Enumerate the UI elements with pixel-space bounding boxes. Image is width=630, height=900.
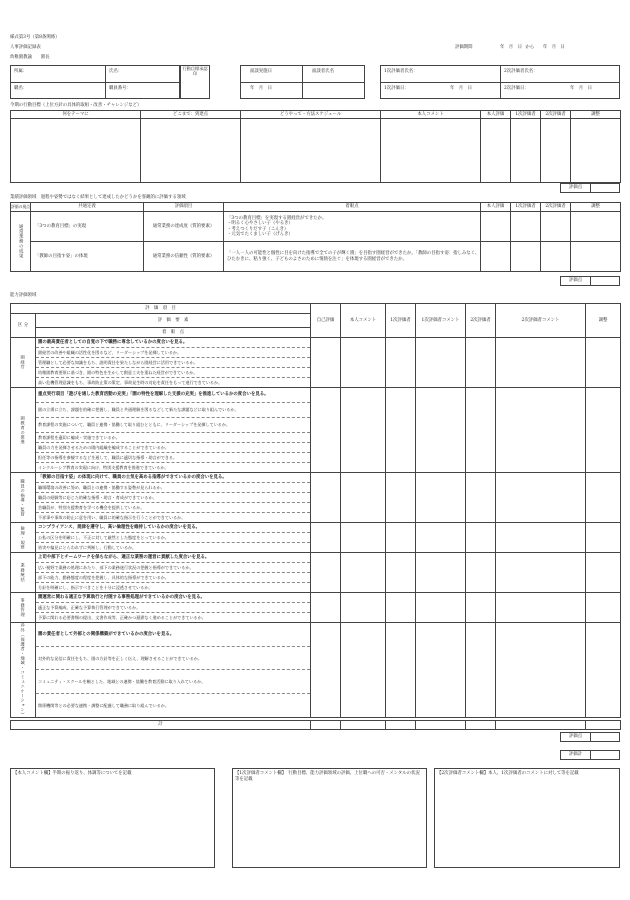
ability-item: 職場環境の改善に努め、職員との連携・協働する姿勢が見られるか。 <box>36 483 311 493</box>
ability-col-eval2-comment: 2次評価者コメント <box>496 304 586 338</box>
ability-input-cell[interactable] <box>466 388 496 473</box>
goals-self-cell[interactable] <box>481 119 511 183</box>
document-title: 人事評価記録表 <box>10 45 41 50</box>
ability-input-cell[interactable] <box>586 523 621 553</box>
ability-input-cell[interactable] <box>311 338 341 388</box>
goals-target-cell[interactable] <box>141 119 241 183</box>
period-label: 評価期間 <box>455 45 473 50</box>
ability-item: コンプライアンス、規律を遵守し、高い倫理性を維持しているかの度合いを見る。 <box>36 523 311 533</box>
perf-col-point: 着眼点 <box>224 203 481 212</box>
ability-col-eval1-comment: 1次評価者コメント <box>416 304 466 338</box>
ability-col-eval1: 1次評価者 <box>386 304 416 338</box>
self-comment-box[interactable] <box>10 768 215 868</box>
ability-input-cell[interactable] <box>496 593 586 623</box>
ability-total-eval1[interactable] <box>386 721 416 730</box>
ability-item: 幼稚園教育要領に基づき、園の特色を生かして創意工夫を重ねた経営ができているか。 <box>36 368 311 378</box>
ability-input-cell[interactable] <box>496 523 586 553</box>
perf-row1-def: 「3つの教育目標」の実現 <box>31 212 144 242</box>
ability-section-label: 園経営 <box>20 355 26 370</box>
ability-input-cell[interactable] <box>496 338 586 388</box>
perf-col-self: 本人評価 <box>481 203 511 212</box>
ability-input-cell[interactable] <box>466 623 496 718</box>
ability-input-cell[interactable] <box>586 338 621 388</box>
eval2-date-label: 2次評価日： <box>504 86 529 91</box>
ability-input-cell[interactable] <box>586 388 621 473</box>
goals-table <box>10 110 621 183</box>
interview-date-label: 面談実施日 <box>250 69 272 74</box>
perf-row2-eval2[interactable] <box>541 242 571 272</box>
interview-date-field[interactable]: 年 月 日 <box>250 86 272 91</box>
eval1-comment-box[interactable] <box>232 768 427 868</box>
ability-input-cell[interactable] <box>386 553 416 593</box>
ability-item: 園の立場に立ち、課題を的確に把握し、職員と共通理解を図るなどして新たな課題などに取り組んでいるか。 <box>36 403 311 418</box>
goals-score-value[interactable] <box>591 184 620 193</box>
perf-row1-adjust[interactable] <box>571 212 621 242</box>
eval2-date-field[interactable]: 年 月 日 <box>570 86 592 91</box>
ability-input-cell[interactable] <box>311 473 341 523</box>
ability-col-self: 自己評価 <box>311 304 341 338</box>
perf-col-eval1: 1次評価者 <box>511 203 541 212</box>
total-score-label: 評価計 <box>561 751 591 760</box>
perf-row2-self[interactable] <box>481 242 511 272</box>
ability-input-cell[interactable] <box>416 593 466 623</box>
ability-input-cell[interactable] <box>341 553 386 593</box>
perf-col-adjust: 調整 <box>571 203 621 212</box>
perf-row2-def: 「教師の目指す姿」の体現 <box>31 242 144 272</box>
document-subtitle: 幼稚園教諭 園長 <box>10 55 50 60</box>
ability-input-cell[interactable] <box>416 473 466 523</box>
staff-no-field[interactable]: 職員番号： <box>109 86 131 91</box>
ability-item: 職員の力を発揮させるための園内組織を編成することができているか。 <box>36 443 311 453</box>
perf-col-eval2: 2次評価者 <box>541 203 571 212</box>
ability-item: 部下の能力、勤務態度の程度を把握し、具体的な指導ができているか。 <box>36 573 311 583</box>
ability-input-cell[interactable] <box>386 593 416 623</box>
goals-col-adjust: 調整 <box>571 111 621 119</box>
ability-col-comment: 本人コメント <box>341 304 386 338</box>
ability-total-label: 計 <box>11 721 311 730</box>
eval1-name-field[interactable]: 1次評価者氏名： <box>384 69 418 74</box>
ability-item: 園経営の改善や組織の活性化を図るなど、リーダーシップを発揮しているか。 <box>36 348 311 358</box>
ability-item: 高い危機管理意識をもち、事故防止策の策定、事故発生時の対応を責任をもって遂行できているか。 <box>36 378 311 388</box>
ability-input-cell[interactable] <box>416 623 466 718</box>
ability-input-cell[interactable] <box>466 553 496 593</box>
ability-input-cell[interactable] <box>341 338 386 388</box>
ability-item: 教育課程を適切に編成・実施できているか。 <box>36 433 311 443</box>
perf-row2-adjust[interactable] <box>571 242 621 272</box>
goals-comment-cell[interactable] <box>381 119 481 183</box>
ability-section-label: 職員の指導・監督 <box>20 478 26 517</box>
interviewer-label: 面談者氏名 <box>312 69 334 74</box>
total-score-box <box>560 750 620 760</box>
ability-heading: 能力評価領域 <box>10 293 37 298</box>
goals-heading: 今期の行動目標（上位方針の具体的取組・改善・チャレンジなど） <box>10 103 142 108</box>
ability-hdr-req: 評 価 要 素 <box>36 314 311 328</box>
ability-total-eval2[interactable] <box>466 721 496 730</box>
self-comment-label: 【本人コメント欄】半期の振り返り、体調等についてを記載 <box>13 771 132 776</box>
perf-row2-eval1[interactable] <box>511 242 541 272</box>
ability-item: 対外的な発信に責任をもち、園の方針等を正しく伝え、理解させることができているか。 <box>36 646 311 670</box>
goals-adjust-cell[interactable] <box>571 119 621 183</box>
goals-score-label: 評価点 <box>561 184 591 193</box>
ability-input-cell[interactable] <box>311 593 341 623</box>
ability-item: 園運営に関わる適正な予算執行と付随する事務処理ができているかの度合いを見る。 <box>36 593 311 603</box>
ability-item: 適正な予算編成、正確な予算執行管理ができているか。 <box>36 603 311 613</box>
ability-section-label: 倫理・規律 <box>20 525 26 550</box>
perf-row2-point: 「一人一人の可能性と個性に目を向けた指導で全ての子が輝く園」を目指す園経営ができたか。「教師の目指す姿：指しみなく、ひたむきに、粘り強く、子どものよさのために情熱を注ぐ」を体現する園経営ができたか。 <box>224 242 481 272</box>
ability-hdr-point: 着 眼 点 <box>36 328 311 338</box>
eval2-comment-box[interactable] <box>434 768 620 868</box>
ability-item: 皆実や偏見にとらわれずに判断し、行動しているか。 <box>36 543 311 553</box>
ability-item: 管理職として必要な知識をもち、説明責任を果たしながら園経営に活用できているか。 <box>36 358 311 368</box>
ability-input-cell[interactable] <box>386 523 416 553</box>
ability-input-cell[interactable] <box>416 553 466 593</box>
eval1-comment-label: 【1次評価者コメント欄】 行動目標、能力評価領域の評価、上位職への可否・メンタルの状況等を記載 <box>235 771 420 782</box>
ability-item: 公私の区分を明確にし、不正に対して厳然とした態度をとっているか。 <box>36 533 311 543</box>
ability-section-label: 渉外（保護者・地域・コミュニケーション） <box>20 623 26 717</box>
ability-item: コミュニティ・スクールを軸とした、地域との連携・協働を教育活動に取り入れているか。 <box>36 670 311 694</box>
ability-input-cell[interactable] <box>386 388 416 473</box>
ability-item: 方針を明確にし、指示すべきことを十分に浸透させているか。 <box>36 583 311 593</box>
total-score-value[interactable] <box>591 751 620 760</box>
ability-item: 会職員が、特別支援教育を学べる機会を提供しているか。 <box>36 503 311 513</box>
ability-item: 関係機関等との必要な連携・調整に配慮して職務に取り組んでいるか。 <box>36 694 311 718</box>
ability-body <box>10 337 620 718</box>
ability-input-cell[interactable] <box>466 473 496 523</box>
ability-input-cell[interactable] <box>341 593 386 623</box>
ability-item: 「教師の目指す姿」の体現に向けて、職員の士気を高める指導ができているかの度合いを見る。 <box>36 473 311 483</box>
ability-input-cell[interactable] <box>416 388 466 473</box>
ability-item: 園の最高責任者としての自覚の下で職務に専念しているかの度合いを見る。 <box>36 338 311 348</box>
ability-input-cell[interactable] <box>311 623 341 718</box>
perf-col-item: 評価項目 <box>144 203 224 212</box>
goals-eval1-cell[interactable] <box>511 119 541 183</box>
ability-item: 予算に関わる必要書類の提出、文書作成等、正確かつ遅滞なく進めることができているか。 <box>36 613 311 623</box>
ability-input-cell[interactable] <box>496 473 586 523</box>
ability-input-cell[interactable] <box>586 473 621 523</box>
performance-table <box>10 202 621 272</box>
ability-input-cell[interactable] <box>386 473 416 523</box>
goals-theme-cell[interactable] <box>11 119 141 183</box>
ability-score-value[interactable] <box>591 733 620 742</box>
ability-item: 園の責任者として外部との関係構築ができているかの度合いを見る。 <box>36 623 311 647</box>
goals-col-eval1: 1次評価者 <box>511 111 541 119</box>
ability-input-cell[interactable] <box>386 623 416 718</box>
ability-input-cell[interactable] <box>311 388 341 473</box>
ability-input-cell[interactable] <box>466 523 496 553</box>
ability-input-cell[interactable] <box>386 338 416 388</box>
goals-eval2-cell[interactable] <box>541 119 571 183</box>
job-field[interactable]: 職名： <box>14 86 28 91</box>
goals-col-method: どうやって・方法スケジュール <box>241 111 381 119</box>
period-value: 年 月 日 から 年 月 日 <box>500 45 565 50</box>
name-field[interactable]: 氏名： <box>109 69 123 74</box>
school-field[interactable]: 所属： <box>14 69 28 74</box>
ability-item: 上司や部下とチームワークを保ちながら、適正な業務の運営に貢献した度合いを見る。 <box>36 553 311 563</box>
eval1-date-field[interactable]: 年 月 日 <box>450 86 472 91</box>
ability-input-cell[interactable] <box>341 473 386 523</box>
ability-input-cell[interactable] <box>496 553 586 593</box>
ability-input-cell[interactable] <box>341 388 386 473</box>
goals-col-eval2: 2次評価者 <box>541 111 571 119</box>
perf-score-value[interactable] <box>591 277 620 286</box>
perf-row1-item: 通常業務の達成度（質的要素） <box>144 212 224 242</box>
ability-col-adjust: 調整 <box>586 304 621 338</box>
perf-row1-eval2[interactable] <box>541 212 571 242</box>
perf-area-label: 通常業務の成果 <box>18 224 24 259</box>
ability-input-cell[interactable] <box>311 553 341 593</box>
form-number: 様式第3号（第8条関係） <box>10 35 60 40</box>
ability-section-label: 業務統括 <box>20 563 26 582</box>
ability-col-eval2: 2次評価者 <box>466 304 496 338</box>
ability-input-cell[interactable] <box>496 623 586 718</box>
ability-input-cell[interactable] <box>586 593 621 623</box>
ability-item: 教育課程の実施について、職員と連携・協働して取り組むとともに、リーダーシップを発揮しているか。 <box>36 418 311 433</box>
goals-score-box <box>560 183 620 193</box>
ability-score-box <box>560 732 620 742</box>
eval2-comment-label: 【2次評価者コメント欄】本人、1次評価者のコメントに対して等を記載 <box>437 771 579 776</box>
goals-col-comment: 本人コメント <box>381 111 481 119</box>
ability-input-cell[interactable] <box>496 388 586 473</box>
ability-input-cell[interactable] <box>466 593 496 623</box>
ability-item: インクルーシブ教育の実現に向け、特別支援教育を推進できているか。 <box>36 463 311 473</box>
perf-col-viewpoint: 評価の視点 <box>11 203 31 212</box>
ability-input-cell[interactable] <box>466 338 496 388</box>
ability-item: 職員の経験等に応じた的確な指導・助言・育成ができているか。 <box>36 493 311 503</box>
goals-method-cell[interactable] <box>241 119 381 183</box>
eval2-name-field[interactable]: 2次評価者氏名： <box>504 69 538 74</box>
perf-row1-self[interactable] <box>481 212 511 242</box>
perf-row2-item: 通常業務の信頼性（質的要素） <box>144 242 224 272</box>
ability-item: 重点実行項目「遊びを通した教育活動の充実」「園の特性を理解した支援の充実」を推進しているかの度合いを見る。 <box>36 388 311 403</box>
ability-input-cell[interactable] <box>311 523 341 553</box>
ability-section-label: 園教育の推進 <box>20 415 26 445</box>
ability-item: 不祥事や事故の防止に意を用い、職員に的確な指示を行うことができているか。 <box>36 513 311 523</box>
ability-hdr-items: 評 価 項 目 <box>11 304 311 314</box>
goals-col-self: 本人評価 <box>481 111 511 119</box>
perf-col-definition: 共通定義 <box>31 203 144 212</box>
ability-input-cell[interactable] <box>586 553 621 593</box>
ability-input-cell[interactable] <box>416 523 466 553</box>
ability-total-row <box>10 720 621 730</box>
perf-row1-eval1[interactable] <box>511 212 541 242</box>
ability-item: 担任等の指導を参観するなどを通して、職員に適切な指導・助言ができる。 <box>36 453 311 463</box>
ability-input-cell[interactable] <box>341 623 386 718</box>
performance-heading: 業績評価領域 過程や姿勢ではなく結果として達成したかどうかを客観的に評価する領域 <box>10 195 186 200</box>
ability-input-cell[interactable] <box>341 523 386 553</box>
ability-table <box>10 303 621 338</box>
perf-score-label: 評価点 <box>561 277 591 286</box>
ability-score-label: 評価点 <box>561 733 591 742</box>
ability-item: 広い視野で業務の処理にあたり、部下の業務遂行状況の把握と指導ができているか。 <box>36 563 311 573</box>
goals-col-target: どこまで：到達点 <box>141 111 241 119</box>
goals-col-theme: 何をテーマに <box>11 111 141 119</box>
ability-section-label: 事務管理 <box>20 598 26 617</box>
action-goal-approval-label: 行動目標承認印 <box>182 66 208 77</box>
ability-input-cell[interactable] <box>586 623 621 718</box>
ability-hdr-kubun: 区 分 <box>11 314 36 338</box>
eval1-date-label: 1次評価日： <box>384 86 409 91</box>
perf-row1-point: 「3つの教育目標」を実現する園経営ができたか。 ・明るく心やさしい子（やるき） ・考えつくりだす子（こんき） ・元気でたくましい子（げんき） <box>224 212 481 242</box>
ability-total-self[interactable] <box>311 721 341 730</box>
performance-score-box <box>560 276 620 286</box>
ability-input-cell[interactable] <box>416 338 466 388</box>
